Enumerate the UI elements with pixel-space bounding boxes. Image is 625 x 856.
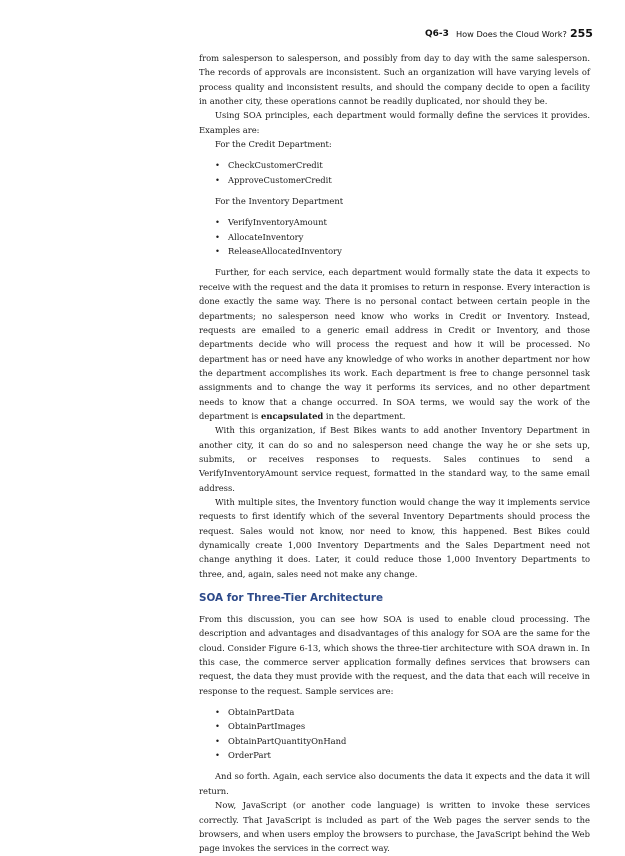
paragraph: From this discussion, you can see how SOA is used to enable cloud processing. The description and advantages and disadvantages of this analogy for SOA are the same for the cloud. Consider Figure 6-13, which shows the three-tier architecture with SOA drawn in. In this case, the commerce server application formally defines services that browsers can request, the data they must provide with the request, and the data that each will receive in response to the request. Sample services are: bbox=[199, 614, 590, 696]
bullet: • bbox=[215, 174, 220, 185]
bullet: • bbox=[215, 160, 220, 171]
section-id: Q6-3 bbox=[425, 29, 449, 39]
paragraph: Further, for each service, each department would formally state the data it expects to receive with the request and the data it promises to return in response. Every interaction is done exactly the same way. There is no personal contact between certain people in the departments; no salesperson need know who works in Credit or Inventory. Instead, requests are emailed to a generic email address in Credit or Inventory, and those departments decide who will process the request and how it will be processed. No department has or need have any knowledge of who works in another department nor how the department accomplishes its work. Each department is free to change personnel task assignments and to change the way it performs its services, and no other department needs to know that a change occurred. In SOA terms, we would say the work of the department is encapsulated in the department. bbox=[199, 267, 591, 421]
running-header bbox=[0, 0, 625, 40]
paragraph: from salesperson to salesperson, and possibly from day to day with the same salesperson. The records of approvals are inconsistent. Such an organization will have varying levels of process quality and inconsistent results, and should the company decide to open a facility in another city, these operations cannot be readily duplicated, nor should they be. bbox=[199, 53, 590, 107]
bullet: • bbox=[215, 721, 220, 732]
list-item: • AllocateInventory bbox=[215, 230, 590, 244]
bullet: • bbox=[215, 217, 220, 228]
bullet: • bbox=[215, 246, 220, 257]
inventory-service-list bbox=[199, 215, 590, 258]
bullet: • bbox=[215, 231, 220, 242]
paragraph: Using SOA principles, each department would formally define the services it provides. Examples are: bbox=[199, 110, 590, 135]
list-item: • ReleaseAllocatedInventory bbox=[215, 244, 590, 258]
inventory-department-label: For the Inventory Department bbox=[215, 196, 344, 207]
section-heading: SOA for Three-Tier Architecture bbox=[199, 592, 384, 605]
bullet: • bbox=[215, 735, 220, 746]
list-item: • ObtainPartData bbox=[215, 705, 590, 719]
page-number: 255 bbox=[570, 27, 593, 40]
list-item: • VerifyInventoryAmount bbox=[215, 215, 590, 229]
list-item: • OrderPart bbox=[215, 748, 590, 762]
list-item: • ObtainPartQuantityOnHand bbox=[215, 734, 590, 748]
bullet: • bbox=[215, 750, 220, 761]
paragraph: With multiple sites, the Inventory function would change the way it implements service requests to first identify which of the several Inventory Departments should process the request. Sales would not know, nor need to know, this happened. Best Bikes could dynamically create 1,000 Inventory Departments and the Sales Department need not change anything it does. Later, it could reduce those 1,000 Inventory Departments to three, and, again, sales need not make any change. bbox=[199, 496, 590, 579]
credit-service-list bbox=[199, 158, 590, 187]
paragraph: And so forth. Again, each service also documents the data it expects and the data it will return. bbox=[199, 771, 590, 796]
list-item: • ObtainPartImages bbox=[215, 719, 590, 733]
paragraph: Now, JavaScript (or another code language) is written to invoke these services correctly. That JavaScript is included as part of the Web pages the server sends to the browsers, and when users employ the browsers to purchase, the JavaScript behind the Web page invokes the services in the correct way. bbox=[199, 800, 590, 854]
section-title: How Does the Cloud Work? bbox=[456, 29, 567, 39]
paragraph: With this organization, if Best Bikes wants to add another Inventory Department in another city, it can do so and no salesperson need change the way he or she sets up, submits, or receives responses to requests. Sales continues to send a VerifyInventoryAmount service request, formatted in the standard way, to the same email address. bbox=[199, 425, 590, 493]
credit-department-label: For the Credit Department: bbox=[215, 139, 332, 150]
list-item: • CheckCustomerCredit bbox=[215, 158, 590, 172]
bullet: • bbox=[215, 707, 220, 718]
page-body bbox=[199, 51, 590, 856]
keyword-encapsulated: encapsulated bbox=[261, 410, 324, 421]
list-item: • ApproveCustomerCredit bbox=[215, 173, 590, 187]
sample-service-list bbox=[199, 705, 590, 762]
